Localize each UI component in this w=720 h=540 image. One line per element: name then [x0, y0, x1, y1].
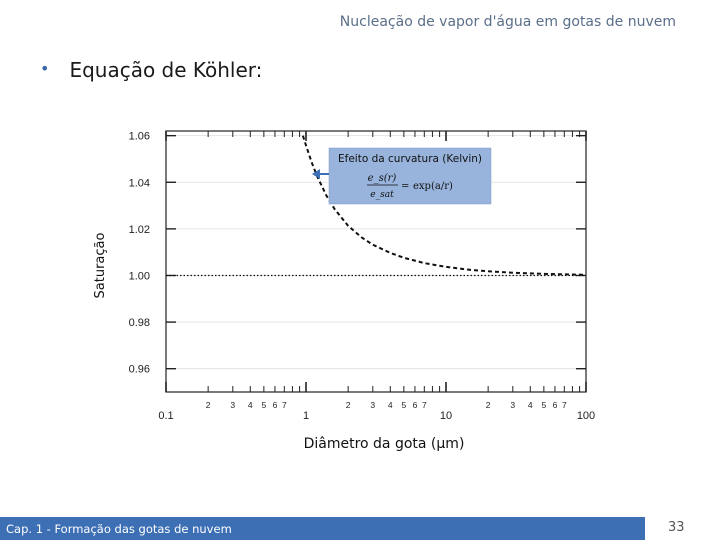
- equation-numerator: e_s(r): [367, 173, 397, 184]
- x-tick-label-minor: 3: [370, 400, 376, 410]
- y-tick-label: 1.06: [128, 130, 150, 143]
- x-tick-label-minor: 7: [281, 400, 287, 410]
- x-tick-label-minor: 5: [261, 400, 267, 410]
- x-tick-label-minor: 6: [552, 400, 558, 410]
- x-tick-label-major: 100: [576, 410, 596, 422]
- x-tick-label-major: 1: [302, 410, 310, 422]
- x-tick-label-minor: 3: [510, 400, 516, 410]
- x-tick-label-minor: 7: [561, 400, 567, 410]
- x-tick-label-minor: 6: [272, 400, 278, 410]
- equation-rhs: exp(a/r): [413, 181, 453, 192]
- y-tick-label: 0.98: [128, 317, 150, 330]
- x-tick-label-minor: 4: [247, 400, 253, 410]
- x-tick-label-minor: 2: [345, 400, 351, 410]
- footer-chapter-text: Cap. 1 - Formação das gotas de nuvem: [6, 522, 232, 536]
- equation-denominator: e_sat: [370, 190, 394, 200]
- x-tick-label-minor: 5: [541, 400, 547, 410]
- x-tick-label-minor: 4: [387, 400, 393, 410]
- y-tick-label: 1.04: [128, 177, 150, 190]
- y-tick-label: 1.00: [128, 270, 150, 283]
- annotation-title: Efeito da curvatura (Kelvin): [338, 153, 482, 165]
- x-tick-label-major: 0.1: [158, 410, 174, 422]
- y-tick-label: 0.96: [128, 363, 150, 376]
- y-tick-label: 1.02: [128, 223, 150, 236]
- x-tick-label-minor: 3: [230, 400, 236, 410]
- x-tick-label-major: 10: [439, 410, 453, 422]
- bullet-text: Equação de Köhler:: [69, 58, 263, 82]
- bullet-marker: •: [40, 59, 50, 78]
- x-tick-label-minor: 2: [485, 400, 491, 410]
- kelvin-annotation: [312, 148, 491, 204]
- footer-bar: [0, 517, 645, 540]
- x-axis-label: Diâmetro da gota (µm): [303, 436, 465, 452]
- x-tick-label-minor: 7: [421, 400, 427, 410]
- slide-header-title: Nucleação de vapor d'água em gotas de nuvem: [339, 14, 676, 30]
- equation-equals: =: [401, 181, 410, 192]
- x-tick-label-minor: 4: [527, 400, 533, 410]
- annotation-arrow-head: [312, 169, 320, 179]
- x-tick-label-minor: 6: [412, 400, 418, 410]
- y-axis-label: Saturação: [93, 232, 108, 299]
- x-tick-label-minor: 5: [401, 400, 407, 410]
- x-tick-label-minor: 2: [205, 400, 211, 410]
- page-number: 33: [668, 520, 685, 535]
